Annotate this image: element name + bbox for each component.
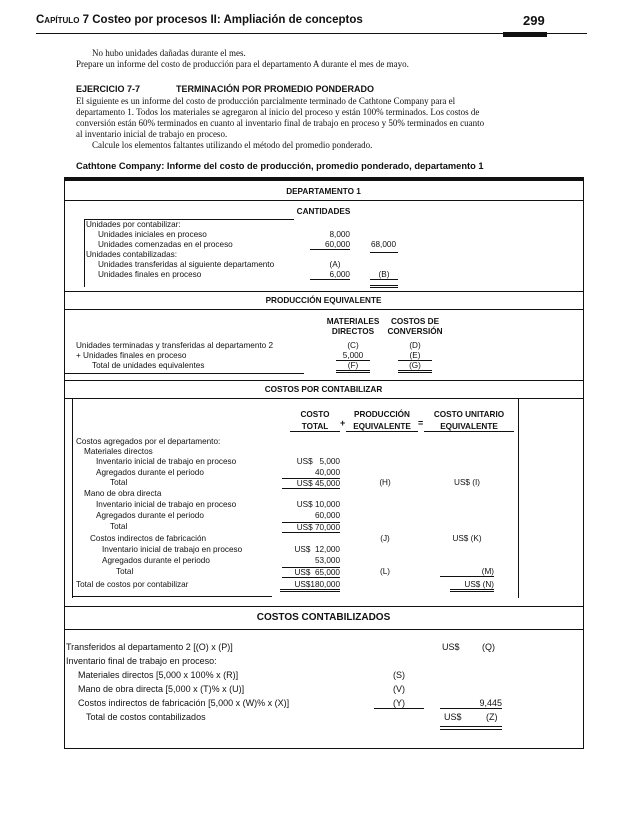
section-rule — [64, 309, 583, 310]
col-header: COSTO — [300, 410, 330, 419]
chapter-title: Costeo por procesos II: Ampliación de conceptos — [92, 14, 363, 26]
cost-value: US$ 12,000 — [294, 545, 340, 554]
exercise-number: EJERCICIO 7-7 — [76, 84, 141, 94]
exercise-line: El siguiente es un informe del costo de producción parcialmente terminado de Cathtone Company para el — [76, 96, 456, 106]
qty-label: Unidades comenzadas en el proceso — [98, 240, 233, 249]
cost-label: Costos indirectos de fabricación — [90, 534, 207, 543]
acct-label: Total de costos contabilizados — [86, 712, 206, 722]
col-header: CONVERSIÓN — [387, 327, 443, 336]
cost-unit-value: US$ (K) — [452, 534, 482, 543]
acct-value: (S) — [393, 670, 405, 680]
exercise-line: conversión están 60% terminados en cuanto al inventario final de trabajo en proceso y 50% terminados en cuanto — [76, 118, 485, 128]
acct-value: (Y) — [374, 698, 424, 709]
cost-eq-value: (L) — [379, 567, 390, 576]
acct-total: (Z) — [486, 712, 498, 722]
qty-total: (B) — [370, 270, 398, 280]
cost-unit-value: US$ (I) — [454, 478, 480, 487]
acct-currency: US$ — [442, 642, 460, 652]
cost-label: Costos agregados por el departamento: — [76, 437, 221, 446]
page-number: 299 — [523, 13, 545, 28]
intro-line: No hubo unidades dañadas durante el mes. — [92, 48, 246, 58]
col-header: COSTO UNITARIO — [433, 410, 505, 419]
cost-value: US$ 5,000 — [296, 457, 340, 466]
cost-label: Total — [110, 478, 128, 487]
department-heading: DEPARTAMENTO 1 — [286, 187, 361, 196]
cost-label: Inventario inicial de trabajo en proceso — [96, 500, 237, 509]
cost-value: US$ 65,000 — [282, 567, 340, 578]
exercise-line: departamento 1. Todos los materiales se agregaron al inicio del proceso y están 100% terminados. Los costos de — [76, 107, 480, 117]
prod-value: (G) — [398, 361, 432, 373]
chapter-number: 7 — [82, 14, 90, 26]
section-rule — [64, 200, 583, 201]
inner-left-rule — [84, 219, 85, 287]
equals-sign: = — [418, 418, 424, 428]
cost-label: Inventario inicial de trabajo en proceso — [96, 457, 237, 466]
chapter-label: Capítulo — [36, 14, 80, 26]
inner-right-rule — [518, 398, 519, 598]
prod-value: 5,000 — [336, 351, 370, 361]
cost-unit-value: US$ (N) — [450, 580, 494, 592]
report-title: Cathtone Company: Informe del costo de producción, promedio ponderado, departamento 1 — [76, 161, 484, 171]
col-header: TOTAL — [290, 422, 340, 432]
section-rule — [64, 380, 583, 381]
cost-value: US$ 45,000 — [282, 478, 340, 489]
acct-label: Mano de obra directa [5,000 x (T)% x (U)] — [78, 684, 245, 694]
cost-label: Inventario inicial de trabajo en proceso — [102, 545, 243, 554]
produccion-heading: PRODUCCIÓN EQUIVALENTE — [265, 296, 382, 305]
intro-line: Prepare un informe del costo de producción para el departamento A durante el mes de mayo. — [76, 59, 409, 69]
acct-total: (Q) — [482, 642, 495, 652]
plus-sign: + — [340, 418, 346, 428]
qty-value: (A) — [329, 260, 341, 269]
cost-value: US$180,000 — [280, 580, 340, 592]
qty-label: Unidades finales en proceso — [98, 270, 202, 279]
cantidades-heading: CANTIDADES — [296, 207, 351, 216]
report-top-bar — [64, 177, 583, 181]
underline — [370, 252, 398, 253]
col-header: MATERIALES — [326, 317, 380, 326]
cost-eq-value: (J) — [380, 534, 390, 543]
qty-value: 6,000 — [310, 270, 350, 280]
cost-value: US$ 70,000 — [282, 522, 340, 533]
section-rule — [64, 629, 583, 630]
prod-value: (C) — [347, 341, 359, 350]
cost-label: Total — [110, 522, 128, 531]
acct-label: Inventario final de trabajo en proceso: — [66, 656, 217, 666]
acct-total: 9,445 — [440, 698, 502, 709]
underline — [64, 373, 304, 374]
col-header: PRODUCCIÓN — [354, 410, 410, 419]
acct-currency: US$ — [444, 712, 462, 722]
section-rule — [64, 606, 583, 607]
double-underline — [440, 729, 502, 730]
section-rule — [64, 291, 583, 292]
cost-eq-value: (H) — [379, 478, 391, 487]
prod-label: + Unidades finales en proceso — [76, 351, 187, 360]
cost-label: Mano de obra directa — [84, 489, 162, 498]
prod-label: Total de unidades equivalentes — [92, 361, 205, 370]
cost-label: Materiales directos — [84, 447, 153, 456]
qty-total: 68,000 — [370, 240, 396, 249]
cost-value: 60,000 — [314, 511, 340, 520]
cost-label: Agregados durante el periodo — [96, 511, 204, 520]
prod-value: (E) — [398, 351, 432, 361]
inner-left-rule — [72, 398, 73, 598]
cost-label: Total — [116, 567, 134, 576]
cost-label: Total de costos por contabilizar — [76, 580, 189, 589]
section-rule — [64, 398, 583, 399]
prod-label: Unidades terminadas y transferidas al departamento 2 — [76, 341, 274, 350]
qty-value: 8,000 — [329, 230, 350, 239]
contabilizados-heading: COSTOS CONTABILIZADOS — [256, 612, 391, 623]
qty-label: Unidades por contabilizar: — [86, 220, 181, 229]
double-underline — [370, 287, 398, 288]
qty-label: Unidades iniciales en proceso — [98, 230, 207, 239]
inner-left-rule — [64, 340, 65, 374]
prod-value: (D) — [409, 341, 421, 350]
acct-label: Materiales directos [5,000 x 100% x (R)] — [78, 670, 239, 680]
acct-label: Transferidos al departamento 2 [(O) x (P)] — [66, 642, 233, 652]
acct-label: Costos indirectos de fabricación [5,000 x (W)% x (X)] — [78, 698, 290, 708]
cost-value: US$ 10,000 — [296, 500, 340, 509]
exercise-line: Calcule los elementos faltantes utilizando el método del promedio ponderado. — [92, 140, 373, 150]
col-header: EQUIVALENTE — [346, 422, 418, 432]
prod-value: (F) — [336, 361, 370, 373]
col-header: DIRECTOS — [331, 327, 375, 336]
qty-label: Unidades transferidas al siguiente departamento — [98, 260, 275, 269]
double-underline — [440, 726, 502, 727]
cost-label: Agregados durante el periodo — [96, 468, 204, 477]
col-header: EQUIVALENTE — [424, 422, 514, 432]
acct-value: (V) — [393, 684, 405, 694]
exercise-title: TERMINACIÓN POR PROMEDIO PONDERADO — [176, 84, 375, 94]
costos-por-heading: COSTOS POR CONTABILIZAR — [264, 385, 383, 394]
header-bar — [503, 32, 547, 37]
col-header: COSTOS DE — [390, 317, 440, 326]
cost-value: 40,000 — [314, 468, 340, 477]
double-underline — [370, 285, 398, 286]
qty-label: Unidades contabilizadas: — [86, 250, 178, 259]
chapter-header — [36, 14, 363, 26]
cost-label: Agregados durante el periodo — [102, 556, 210, 565]
exercise-line: al inventario inicial de trabajo en proceso. — [76, 129, 228, 139]
cost-value: 53,000 — [314, 556, 340, 565]
underline — [72, 596, 272, 597]
qty-value: 60,000 — [310, 240, 350, 250]
cost-unit-value: (M) — [440, 567, 494, 577]
